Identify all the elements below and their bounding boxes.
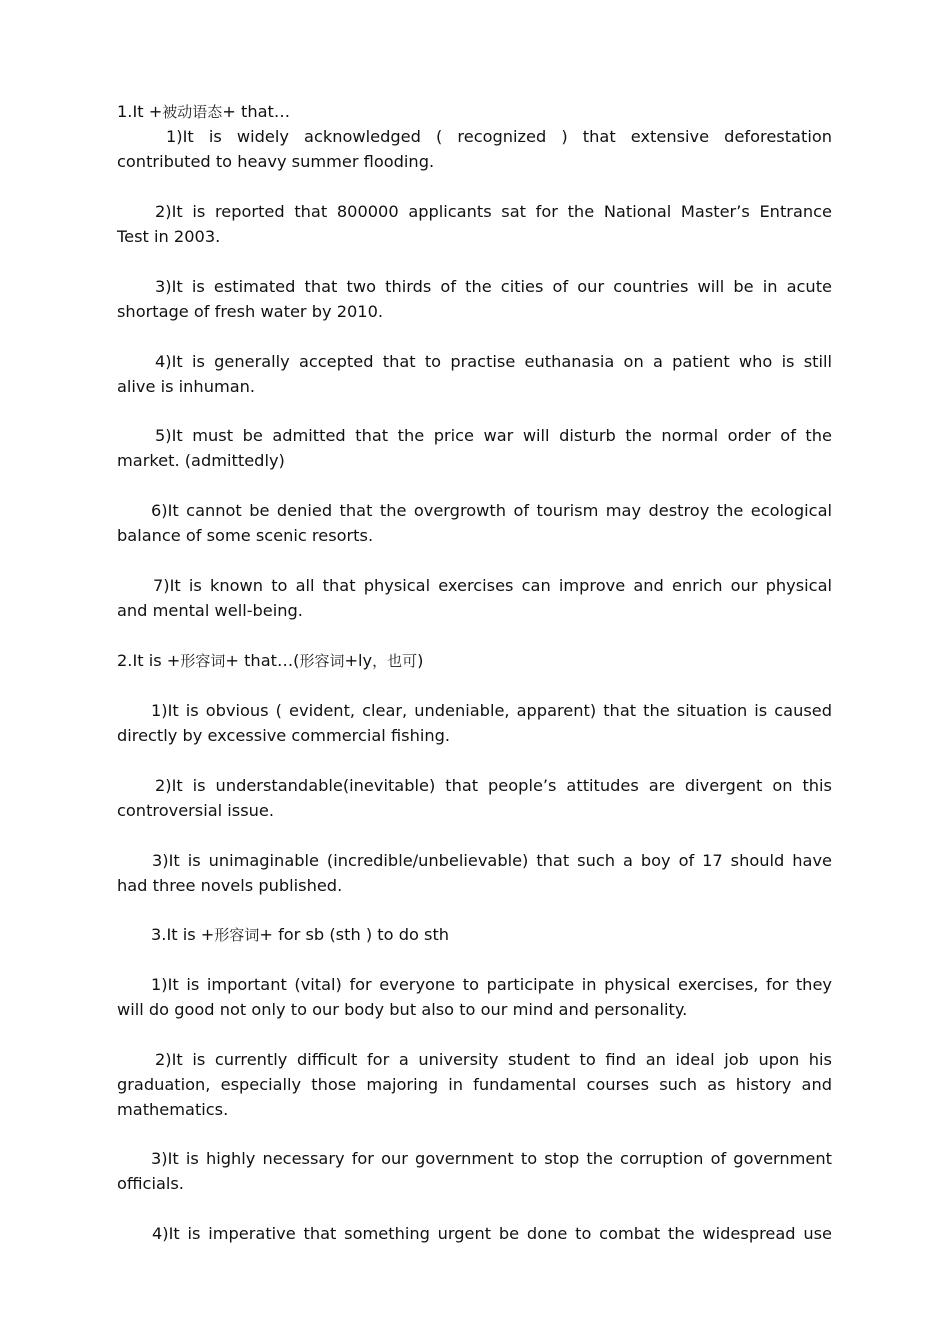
heading-cjk-text: 形容词: [180, 652, 226, 670]
paragraph-line: balance of some scenic resorts.: [117, 526, 374, 545]
heading-text: + that…(: [225, 651, 300, 670]
section-2-heading: [117, 648, 832, 674]
heading-text: ): [417, 651, 424, 670]
paragraph-line: Test in 2003.: [117, 227, 221, 246]
paragraph-line: 7)It is known to all that physical exercises can improve and enrich our physical: [153, 576, 832, 595]
heading-text: 2.It is +: [117, 651, 181, 670]
paragraph-line: 4)It is imperative that something urgent be done to combat the widespread use: [152, 1224, 832, 1243]
heading-cjk-text: 形容词: [299, 652, 345, 670]
paragraph-line: market. (admittedly): [117, 451, 285, 470]
heading-cjk-text: ，也可: [372, 652, 418, 670]
heading-text: + that…: [222, 102, 291, 121]
paragraph-line: officials.: [117, 1174, 184, 1193]
paragraph-line: and mental well-being.: [117, 601, 303, 620]
section-1-heading: [117, 99, 832, 125]
paragraph-line: 3)It is estimated that two thirds of the cities of our countries will be in acute: [155, 277, 832, 296]
paragraph-line: directly by excessive commercial fishing.: [117, 726, 451, 745]
paragraph-line: 3)It is highly necessary for our government to stop the corruption of government: [151, 1149, 832, 1168]
heading-text: +ly: [344, 651, 373, 670]
paragraph-line: shortage of fresh water by 2010.: [117, 302, 384, 321]
paragraph-line: 2)It is currently difficult for a university student to find an ideal job upon his: [155, 1050, 832, 1069]
paragraph-line: 2)It is reported that 800000 applicants sat for the National Master’s Entrance: [155, 202, 832, 221]
paragraph-line: had three novels published.: [117, 876, 343, 895]
heading-text: 3.It is +: [151, 925, 215, 944]
paragraph-line: 5)It must be admitted that the price war will disturb the normal order of the: [155, 426, 832, 445]
heading-text: 1.It +: [117, 102, 163, 121]
paragraph-line: 2)It is understandable(inevitable) that people’s attitudes are divergent on this: [155, 776, 832, 795]
paragraph-line: 6)It cannot be denied that the overgrowth of tourism may destroy the ecological: [151, 501, 832, 520]
paragraph-line: graduation, especially those majoring in fundamental courses such as history and: [117, 1075, 832, 1094]
paragraph-line: contributed to heavy summer flooding.: [117, 152, 435, 171]
heading-cjk-text: 形容词: [214, 926, 260, 944]
paragraph-line: controversial issue.: [117, 801, 275, 820]
paragraph-line: 3)It is unimaginable (incredible/unbelievable) that such a boy of 17 should have: [152, 851, 832, 870]
section-3-heading: [151, 922, 866, 948]
heading-cjk-text: 被动语态: [162, 103, 223, 121]
paragraph-line: 1)It is obvious ( evident, clear, undeniable, apparent) that the situation is caused: [151, 701, 832, 720]
paragraph-line: alive is inhuman.: [117, 377, 256, 396]
paragraph-line: will do good not only to our body but also to our mind and personality.: [117, 1000, 688, 1019]
paragraph-line: 1)It is widely acknowledged ( recognized ) that extensive deforestation: [166, 127, 832, 146]
paragraph-line: 4)It is generally accepted that to practise euthanasia on a patient who is still: [155, 352, 832, 371]
paragraph-line: mathematics.: [117, 1100, 229, 1119]
paragraph-line: 1)It is important (vital) for everyone to participate in physical exercises, for they: [151, 975, 832, 994]
heading-text: + for sb (sth ) to do sth: [259, 925, 450, 944]
